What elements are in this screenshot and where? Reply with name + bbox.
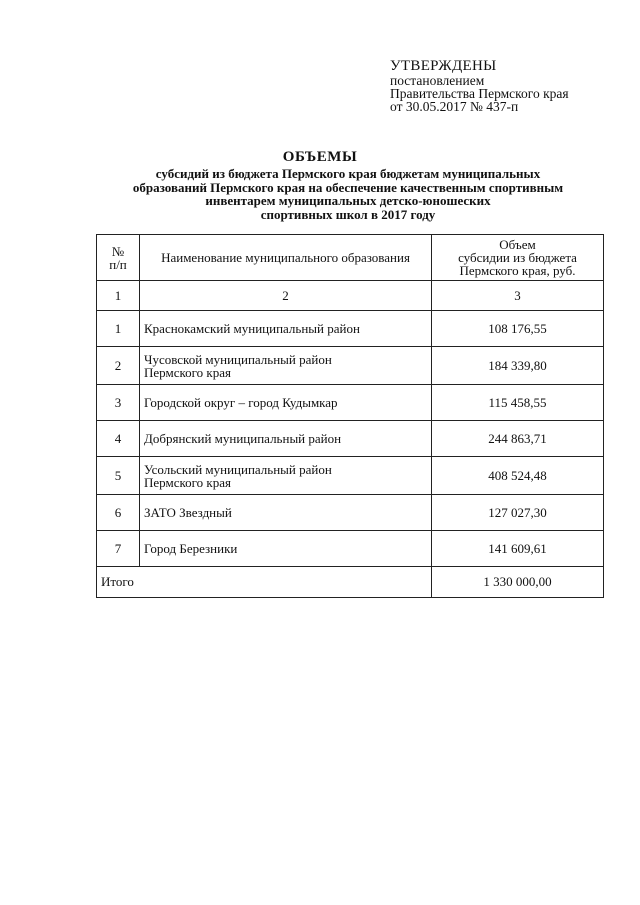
table-row <box>97 347 604 385</box>
municipality-name <box>140 347 432 385</box>
subsidy-amount: 127 027,30 <box>432 495 604 531</box>
header-number <box>97 235 140 281</box>
municipality-name-line-1: ЗАТО Звездный <box>144 505 232 520</box>
column-index-row <box>97 281 604 311</box>
subsidy-amount: 184 339,80 <box>432 347 604 385</box>
municipality-name-line-1: Чусовской муниципальный район <box>144 351 332 367</box>
subsidy-amount: 141 609,61 <box>432 531 604 567</box>
header-number-symbol: № <box>111 243 125 259</box>
subsidy-amount: 408 524,48 <box>432 457 604 495</box>
approval-stamp <box>390 58 569 113</box>
row-number: 7 <box>97 531 140 567</box>
header-amount <box>432 235 604 281</box>
table-row <box>97 531 604 567</box>
approval-line-government: Правительства Пермского края <box>390 86 569 101</box>
subtitle-line-3: инвентарем муниципальных детско-юношеских <box>205 193 491 208</box>
row-number: 5 <box>97 457 140 495</box>
column-index: 1 <box>97 281 140 311</box>
subsidy-table <box>96 234 604 598</box>
subtitle-line-4: спортивных школ в 2017 году <box>260 206 436 222</box>
municipality-name <box>140 495 432 531</box>
total-label: Итого <box>97 567 432 598</box>
municipality-name-line-2: Пермского края <box>144 364 231 380</box>
subsidy-amount: 115 458,55 <box>432 385 604 421</box>
municipality-name-line-1: Городской округ – город Кудымкар <box>144 395 338 410</box>
municipality-name <box>140 531 432 567</box>
approval-line-decree: постановлением <box>390 73 485 88</box>
approval-line-date: от 30.05.2017 № 437-п <box>390 99 519 114</box>
municipality-name-line-1: Город Березники <box>144 541 238 556</box>
municipality-name-line-1: Краснокамский муниципальный район <box>144 321 360 336</box>
column-index: 3 <box>432 281 604 311</box>
column-index: 2 <box>140 281 432 311</box>
subtitle-line-2: образований Пермского края на обеспечение качественным спортивным <box>132 179 564 195</box>
total-row <box>97 567 604 598</box>
subsidy-amount: 244 863,71 <box>432 421 604 457</box>
header-amount-line-2: субсидии из бюджета <box>458 250 577 265</box>
header-number-abbrev: п/п <box>109 256 127 272</box>
table-row <box>97 457 604 495</box>
municipality-name <box>140 421 432 457</box>
municipality-name <box>140 311 432 347</box>
municipality-name-line-1: Усольский муниципальный район <box>144 461 332 477</box>
total-amount: 1 330 000,00 <box>432 567 604 598</box>
municipality-name-line-2: Пермского края <box>144 474 231 490</box>
row-number: 1 <box>97 311 140 347</box>
header-name: Наименование муниципального образования <box>140 235 432 281</box>
municipality-name <box>140 385 432 421</box>
table-header-row <box>97 235 604 281</box>
row-number: 6 <box>97 495 140 531</box>
row-number: 4 <box>97 421 140 457</box>
header-amount-line-1: Объем <box>499 237 536 252</box>
approval-heading: УТВЕРЖДЕНЫ <box>390 58 497 74</box>
document-title: ОБЪЕМЫ <box>282 149 358 165</box>
table-row <box>97 495 604 531</box>
table-row <box>97 421 604 457</box>
table-row <box>97 311 604 347</box>
municipality-name-line-1: Добрянский муниципальный район <box>144 431 342 446</box>
subsidy-amount: 108 176,55 <box>432 311 604 347</box>
document-subtitle <box>88 167 608 221</box>
municipality-name <box>140 457 432 495</box>
header-amount-line-3: Пермского края, руб. <box>459 263 576 278</box>
row-number: 2 <box>97 347 140 385</box>
row-number: 3 <box>97 385 140 421</box>
table-row <box>97 385 604 421</box>
subtitle-line-1: субсидий из бюджета Пермского края бюджетам муниципальных <box>155 166 541 181</box>
